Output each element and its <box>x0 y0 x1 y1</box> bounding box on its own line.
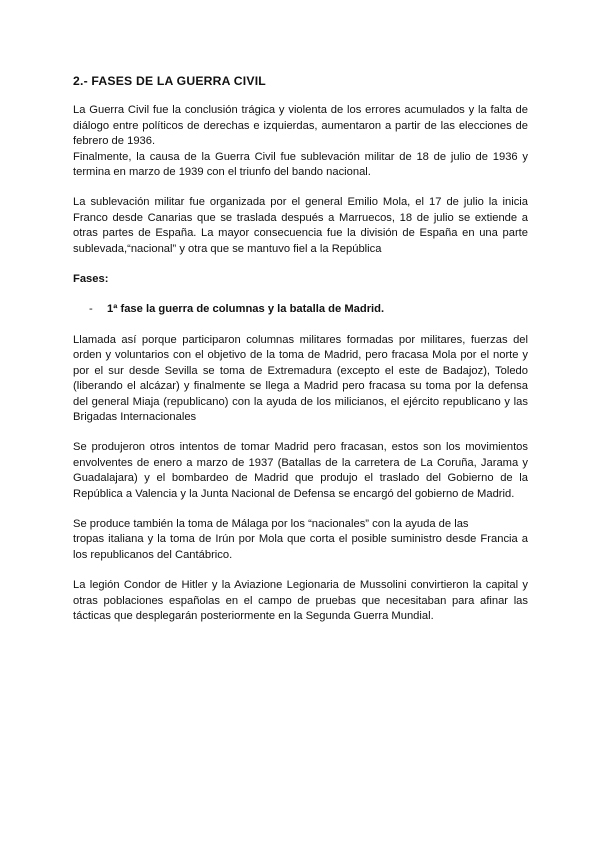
section-title: 2.- FASES DE LA GUERRA CIVIL <box>73 74 266 88</box>
paragraph-intro: La Guerra Civil fue la conclusión trágica y violenta de los errores acumulados y la falta de diálogo entre políticos de derechas e izquierdas, aumentaron a partir de las elecciones de febrero de 1936. <box>73 104 528 148</box>
paragraph-madrid-attempts: Se produjeron otros intentos de tomar Madrid pero fracasan, estos son los movimientos envolventes de enero a marzo de 1937 (Batallas de la carretera de La Coruña, Jarama y Guadalajara) y el bombardeo de Madrid que produjo el traslado del Gobierno de la República a Valencia y la Junta Nacional de Defensa se encargó del gobierno de Madrid. <box>73 441 528 500</box>
paragraph-uprising: La sublevación militar fue organizada por el general Emilio Mola, el 17 de julio la inicia Franco desde Canarias que se traslada después a Marruecos, 18 de julio se extiende a otras partes de España. La mayor consecuencia fue la división de España en una parte sublevada,“nacional” y otra que se mantuvo fiel a la República <box>73 196 528 255</box>
phase-1-heading: 1ª fase la guerra de columnas y la batalla de Madrid. <box>107 303 385 316</box>
paragraph-malaga-line2: tropas italiana y la toma de Irún por Mola que corta el posible suministro desde Francia a los republicanos del Cantábrico. <box>73 533 528 561</box>
paragraph-columns: Llamada así porque participaron columnas militares formadas por militares, fuerzas del orden y voluntarios con el objetivo de la toma de Madrid, pero fracasa Mola por el norte y por el sur desde Sevilla se toma de Extremadura (excepto el este de Badajoz), Toledo (liberando el alcázar) y finalmente se llega a Madrid pero fracasa su toma por la defensa del general Miaja (republicano) con la ayuda de los milicianos, el ejército republicano y las Brigadas Internacionales <box>73 333 528 423</box>
paragraph-cause: Finalmente, la causa de la Guerra Civil fue sublevación militar de 18 de julio de 1936 y termina en marzo de 1939 con el triunfo del bando nacional. <box>73 150 528 179</box>
phases-label: Fases: <box>73 273 109 286</box>
paragraph-malaga-line1: Se produce también la toma de Málaga por los “nacionales” con la ayuda de las <box>73 517 469 530</box>
phase-1-bullet <box>73 302 528 317</box>
document-page <box>73 74 528 624</box>
bullet-dash: - <box>89 303 93 316</box>
paragraph-condor-legion: La legión Condor de Hitler y la Aviazione Legionaria de Mussolini convirtieron la capital y otras poblaciones españolas en el campo de pruebas que necesitaban para afinar las tácticas que desplegarán posteriormente en la Segunda Guerra Mundial. <box>73 579 528 622</box>
